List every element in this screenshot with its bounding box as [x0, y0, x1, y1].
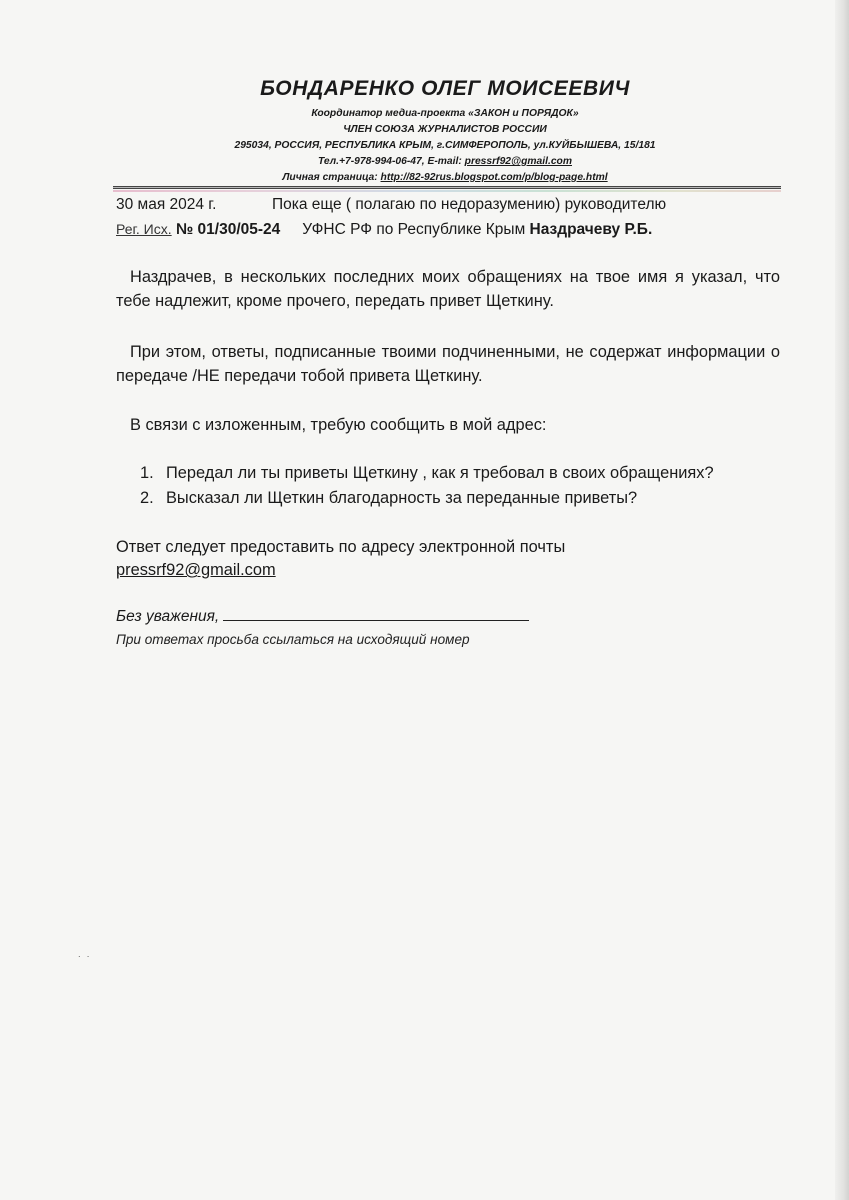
- author-page: [110, 170, 780, 186]
- signature-blank: [223, 606, 529, 621]
- reference-line: [116, 218, 652, 241]
- addressee-name: Наздрачеву Р.Б.: [529, 221, 653, 238]
- answer-email-link[interactable]: pressrf92@gmail.com: [116, 561, 276, 579]
- page-prefix: Личная страница:: [282, 172, 381, 183]
- reg-label: Рег. Исх.: [116, 221, 172, 237]
- author-membership: ЧЛЕН СОЮЗА ЖУРНАЛИСТОВ РОССИИ: [343, 124, 547, 135]
- author-role: Координатор медиа-проекта «ЗАКОН и ПОРЯДОК»: [311, 108, 579, 119]
- letterhead-divider-tint: [113, 190, 781, 192]
- answer-instructions: [116, 536, 565, 582]
- personal-page-link[interactable]: http://82-92rus.blogspot.com/p/blog-page.html: [380, 172, 608, 183]
- paper-edge-shadow: [835, 0, 849, 1200]
- signature-line: [116, 606, 529, 628]
- letterhead: [110, 74, 780, 186]
- date-line: [116, 194, 666, 216]
- scan-speck: ˙ ˙: [78, 955, 92, 967]
- header-email-link[interactable]: pressrf92@gmail.com: [464, 156, 572, 167]
- list-item: [140, 486, 780, 511]
- answer-line: Ответ следует предоставить по адресу электронной почты: [116, 538, 566, 556]
- list-item-text: Высказал ли Щеткин благодарность за переданные приветы?: [166, 489, 638, 507]
- author-contacts: [110, 154, 780, 170]
- list-item-text: Передал ли ты приветы Щеткину , как я требовал в своих обращениях?: [166, 464, 714, 482]
- author-name: БОНДАРЕНКО ОЛЕГ МОИСЕЕВИЧ: [260, 77, 630, 100]
- paragraph-2: При этом, ответы, подписанные твоими подчиненными, не содержат информации о передаче /НЕ передачи тобой привета Щеткину.: [116, 343, 780, 385]
- reference-note: При ответах просьба ссылаться на исходящий номер: [116, 632, 470, 647]
- contacts-prefix: Тел.+7-978-994-06-47, E-mail:: [318, 156, 465, 167]
- letterhead-divider: [113, 186, 781, 189]
- paragraph-1: Наздрачев, в нескольких последних моих обращениях на твое имя я указал, что тебе надлежит, кроме прочего, передать привет Щеткину.: [116, 268, 780, 310]
- request-list: [140, 461, 780, 511]
- addressee-title: Пока еще ( полагаю по недоразумению) руководителю: [272, 196, 667, 213]
- list-item: [140, 461, 780, 486]
- paragraph-3: В связи с изложенным, требую сообщить в мой адрес:: [130, 416, 547, 434]
- letter-date: 30 мая 2024 г.: [116, 196, 217, 213]
- sign-label: Без уважения,: [116, 608, 220, 625]
- list-item-number: 2.: [140, 489, 154, 507]
- list-item-number: 1.: [140, 464, 154, 482]
- addressee-org: УФНС РФ по Республике Крым: [302, 221, 526, 238]
- author-address: 295034, РОССИЯ, РЕСПУБЛИКА КРЫМ, г.СИМФЕРОПОЛЬ, ул.КУЙБЫШЕВА, 15/181: [234, 140, 656, 151]
- reg-number: № 01/30/05-24: [175, 221, 281, 238]
